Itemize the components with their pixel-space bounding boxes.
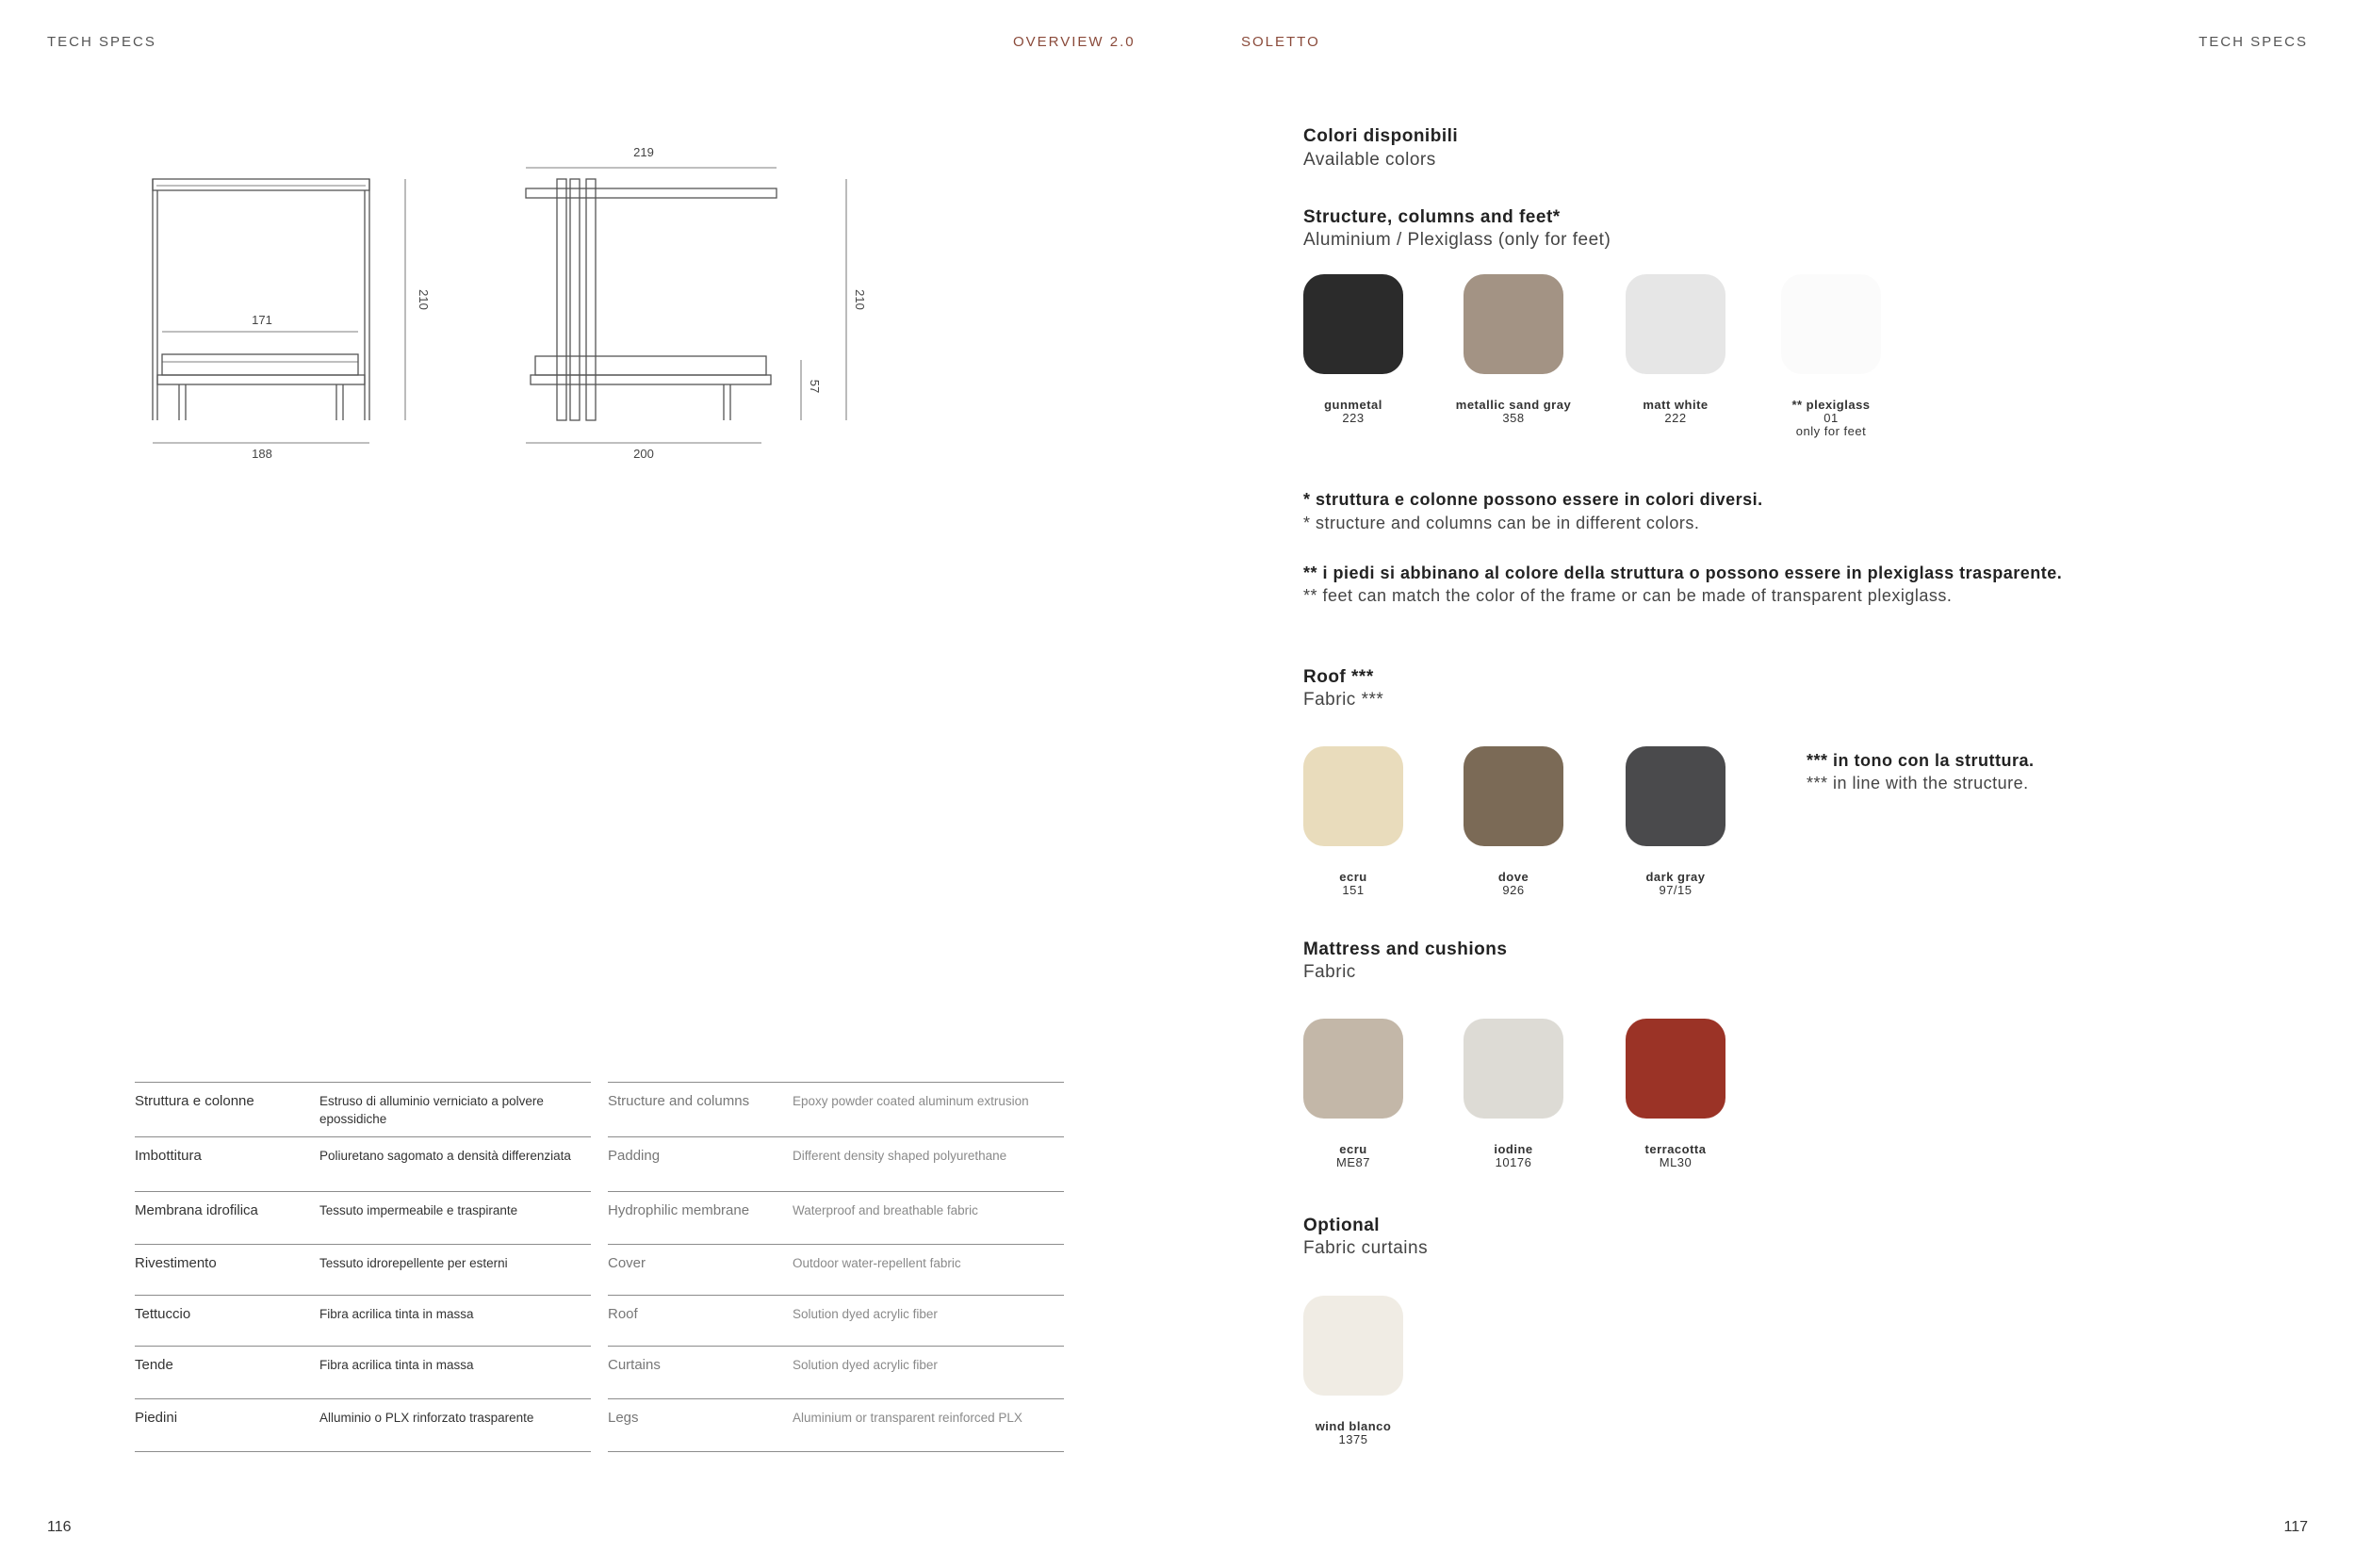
color-swatch[interactable]: [1303, 274, 1403, 374]
spec-row: [608, 1347, 1064, 1399]
note-1-english: * structure and columns can be in different colors.: [1303, 514, 1700, 532]
spec-value: Aluminium or transparent reinforced PLX: [793, 1399, 1064, 1452]
swatch-label: [1591, 1143, 1760, 1169]
swatch-label: [1429, 399, 1598, 425]
swatch-label: [1268, 1420, 1438, 1446]
color-swatch[interactable]: [1626, 1019, 1725, 1119]
header-overview[interactable]: OVERVIEW 2.0: [1013, 34, 1136, 50]
note-2-english: ** feet can match the color of the frame or can be made of transparent plexiglass.: [1303, 586, 1953, 605]
swatch-code: 358: [1502, 411, 1525, 425]
swatch-name: ecru: [1339, 870, 1367, 884]
spec-label: Rivestimento: [135, 1245, 319, 1296]
swatch-label: [1429, 871, 1598, 897]
optional-subtitle: Fabric curtains: [1303, 1238, 1429, 1258]
colors-subtitle: Available colors: [1303, 150, 1436, 170]
swatch-code: 10176: [1495, 1155, 1532, 1169]
spec-value: Tessuto idrorepellente per esterni: [319, 1245, 591, 1296]
spec-value: Estruso di alluminio verniciato a polvere epossidiche: [319, 1083, 591, 1137]
colors-title: Colori disponibili: [1303, 126, 1459, 146]
swatch-name: gunmetal: [1324, 398, 1382, 412]
side-top-width: 219: [633, 145, 654, 159]
color-swatch[interactable]: [1781, 274, 1881, 374]
optional-title: Optional: [1303, 1216, 1381, 1235]
spec-row: [135, 1347, 591, 1399]
swatch-name: terracotta: [1644, 1142, 1707, 1156]
spec-row: [135, 1399, 591, 1452]
color-swatch[interactable]: [1626, 746, 1725, 846]
swatch-name: matt white: [1643, 398, 1709, 412]
note-1-italian: * struttura e colonne possono essere in colori diversi.: [1303, 490, 1763, 509]
swatch-code: 926: [1502, 883, 1525, 897]
technical-drawings: [141, 139, 876, 469]
color-swatch[interactable]: [1626, 274, 1725, 374]
roof-subtitle: Fabric ***: [1303, 690, 1384, 710]
note-2-italian: ** i piedi si abbinano al colore della struttura o possono essere in plexiglass trasparente.: [1303, 564, 2063, 582]
spec-table-english: [608, 1082, 1064, 1452]
color-swatch[interactable]: [1464, 1019, 1563, 1119]
swatch-name: metallic sand gray: [1455, 398, 1572, 412]
spec-row: [608, 1296, 1064, 1347]
header-right: TECH SPECS: [2199, 34, 2308, 50]
spec-row: [608, 1137, 1064, 1192]
swatch-code: 97/15: [1659, 883, 1693, 897]
spec-label: Structure and columns: [608, 1083, 793, 1137]
mattress-subtitle: Fabric: [1303, 962, 1356, 982]
swatch-label: [1268, 1143, 1438, 1169]
spec-label: Legs: [608, 1399, 793, 1452]
spec-value: Tessuto impermeabile e traspirante: [319, 1192, 591, 1245]
spec-value: Alluminio o PLX rinforzato trasparente: [319, 1399, 591, 1452]
swatch-name: iodine: [1494, 1142, 1533, 1156]
roof-note-italian: *** in tono con la struttura.: [1807, 751, 2035, 770]
swatch-label: [1746, 399, 1916, 438]
color-swatch[interactable]: [1464, 746, 1563, 846]
spec-label: Cover: [608, 1245, 793, 1296]
swatch-label: [1591, 871, 1760, 897]
spec-table-italian: [135, 1082, 591, 1452]
color-swatch[interactable]: [1464, 274, 1563, 374]
swatch-code: ML30: [1659, 1155, 1693, 1169]
color-swatch[interactable]: [1303, 746, 1403, 846]
swatch-name: dark gray: [1645, 870, 1706, 884]
spec-row: [608, 1083, 1064, 1137]
swatch-label: [1429, 1143, 1598, 1169]
front-height: 210: [417, 289, 431, 310]
front-inner-width: 171: [252, 313, 272, 327]
spec-row: [608, 1192, 1064, 1245]
spec-value: Different density shaped polyurethane: [793, 1137, 1064, 1192]
spec-value: Solution dyed acrylic fiber: [793, 1296, 1064, 1347]
spec-row: [608, 1399, 1064, 1452]
swatch-code: 01: [1823, 411, 1839, 425]
side-width: 200: [633, 447, 654, 461]
spec-value: Fibra acrilica tinta in massa: [319, 1296, 591, 1347]
page-number-right: 117: [2283, 1519, 2308, 1535]
header-product[interactable]: SOLETTO: [1241, 34, 1320, 50]
spec-value: Solution dyed acrylic fiber: [793, 1347, 1064, 1399]
swatch-label: [1268, 399, 1438, 425]
swatch-code: 222: [1664, 411, 1687, 425]
spec-label: Imbottitura: [135, 1137, 319, 1192]
roof-title: Roof ***: [1303, 667, 1374, 687]
side-view-drawing: [526, 168, 846, 443]
front-width: 188: [252, 447, 272, 461]
structure-title: Structure, columns and feet*: [1303, 207, 1561, 227]
spec-row: [135, 1296, 591, 1347]
color-swatch[interactable]: [1303, 1019, 1403, 1119]
swatch-code: 1375: [1338, 1432, 1368, 1446]
spec-label: Padding: [608, 1137, 793, 1192]
spec-label: Hydrophilic membrane: [608, 1192, 793, 1245]
spec-label: Tende: [135, 1347, 319, 1399]
spec-label: Piedini: [135, 1399, 319, 1452]
spec-row: [135, 1192, 591, 1245]
spec-label: Struttura e colonne: [135, 1083, 319, 1137]
spec-label: Roof: [608, 1296, 793, 1347]
spec-label: Membrana idrofilica: [135, 1192, 319, 1245]
swatch-name: ecru: [1339, 1142, 1367, 1156]
spec-row: [135, 1245, 591, 1296]
spec-label: Tettuccio: [135, 1296, 319, 1347]
spec-row: [135, 1137, 591, 1192]
roof-note-english: *** in line with the structure.: [1807, 774, 2029, 792]
swatch-code: 223: [1342, 411, 1365, 425]
side-height: 210: [853, 289, 867, 310]
page-number-left: 116: [47, 1519, 72, 1535]
mattress-title: Mattress and cushions: [1303, 939, 1508, 959]
swatch-code: 151: [1342, 883, 1365, 897]
spec-value: Outdoor water-repellent fabric: [793, 1245, 1064, 1296]
spec-value: Epoxy powder coated aluminum extrusion: [793, 1083, 1064, 1137]
spec-label: Curtains: [608, 1347, 793, 1399]
spec-row: [135, 1083, 591, 1137]
swatch-name: ** plexiglass: [1791, 398, 1871, 412]
structure-subtitle: Aluminium / Plexiglass (only for feet): [1303, 230, 1611, 250]
spec-value: Waterproof and breathable fabric: [793, 1192, 1064, 1245]
spec-value: Poliuretano sagomato a densità differenziata: [319, 1137, 591, 1192]
swatch-note: only for feet: [1795, 424, 1867, 438]
color-swatch[interactable]: [1303, 1296, 1403, 1396]
swatch-name: wind blanco: [1315, 1419, 1392, 1433]
swatch-code: ME87: [1336, 1155, 1370, 1169]
header-left: TECH SPECS: [47, 34, 156, 50]
swatch-name: dove: [1497, 870, 1529, 884]
swatch-label: [1268, 871, 1438, 897]
swatch-label: [1591, 399, 1760, 425]
spec-value: Fibra acrilica tinta in massa: [319, 1347, 591, 1399]
spec-row: [608, 1245, 1064, 1296]
side-seat-height: 57: [808, 379, 822, 394]
front-view-drawing: [153, 179, 405, 443]
